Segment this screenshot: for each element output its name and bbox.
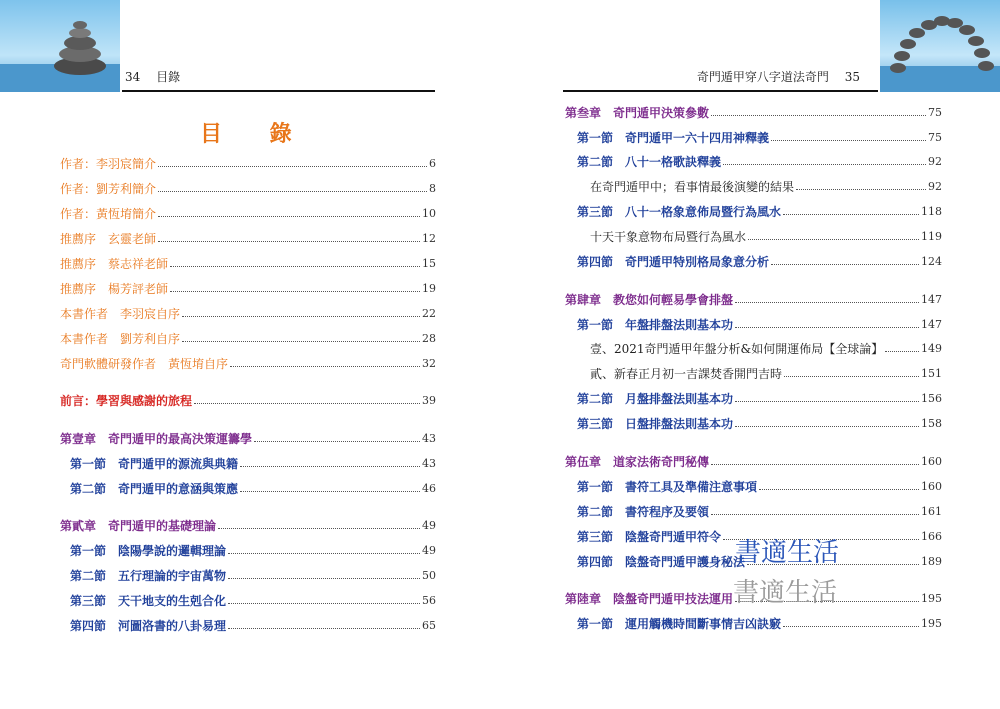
dot-leader <box>783 626 919 627</box>
toc-entry-page-number: 56 <box>422 593 436 607</box>
toc-entry <box>577 151 942 171</box>
toc-entry <box>577 314 942 334</box>
toc-entry <box>60 353 436 373</box>
toc-entry-label: 第伍章 道家法術奇門秘傳 <box>565 454 710 469</box>
toc-entry-label: 推薦序 蔡志祥老師 <box>60 256 169 271</box>
dot-leader <box>254 441 420 442</box>
toc-entry <box>70 540 436 560</box>
toc-entry-page-number: 43 <box>422 456 436 470</box>
toc-entry <box>565 289 942 309</box>
toc-entry <box>60 428 436 448</box>
toc-entry-page-number: 195 <box>921 616 942 630</box>
toc-entry-label: 作者：李羽宸簡介 <box>60 156 157 171</box>
toc-entry <box>60 390 436 410</box>
running-header-right <box>697 68 860 85</box>
toc-entry-label: 第四節 陰盤奇門遁甲護身秘法 <box>577 554 746 569</box>
dot-leader <box>182 316 420 317</box>
toc-entry-page-number: 32 <box>422 356 436 370</box>
dot-leader <box>158 216 420 217</box>
toc-entry-page-number: 195 <box>921 591 942 605</box>
toc-entry-label: 第陸章 陰盤奇門遁甲技法運用 <box>565 591 734 606</box>
toc-entry-label: 第二節 書符程序及要領 <box>577 504 710 519</box>
toc-entry <box>577 201 942 221</box>
running-section-title: 目錄 <box>156 70 181 84</box>
toc-entry-page-number: 92 <box>928 179 942 193</box>
toc-entry <box>70 590 436 610</box>
header-rule <box>122 90 435 92</box>
toc-entry-label: 第四節 奇門遁甲特別格局象意分析 <box>577 254 770 269</box>
dot-leader <box>240 491 420 492</box>
toc-entry <box>60 178 436 198</box>
toc-entry <box>590 176 942 196</box>
toc-entry-page-number: 119 <box>921 229 942 243</box>
dot-leader <box>228 553 420 554</box>
dot-leader <box>735 401 919 402</box>
toc-entry <box>70 453 436 473</box>
dot-leader <box>711 464 919 465</box>
toc-entry-page-number: 12 <box>422 231 436 245</box>
toc-entry-label: 奇門軟體研發作者 黃恆堉自序 <box>60 356 229 371</box>
toc-entry <box>577 413 942 433</box>
toc-entry-label: 第一節 陰陽學說的邏輯理論 <box>70 543 227 558</box>
toc-entry <box>577 476 942 496</box>
header-rule <box>563 90 878 92</box>
toc-entry-page-number: 118 <box>921 204 942 218</box>
toc-entry-label: 第二節 八十一格歌訣釋義 <box>577 154 722 169</box>
toc-entry-page-number: 65 <box>422 618 436 632</box>
dot-leader <box>240 466 420 467</box>
toc-entry-label: 第三節 日盤排盤法則基本功 <box>577 416 734 431</box>
stone-arch-image <box>880 0 1000 92</box>
dot-leader <box>711 514 919 515</box>
toc-entry-label: 第三節 天干地支的生剋合化 <box>70 593 227 608</box>
dot-leader <box>230 366 420 367</box>
dot-leader <box>158 166 427 167</box>
dot-leader <box>158 191 427 192</box>
toc-entry-page-number: 6 <box>429 156 436 170</box>
toc-entry-label: 前言：學習與感謝的旅程 <box>60 393 193 408</box>
toc-entry-page-number: 156 <box>921 391 942 405</box>
toc-entry-page-number: 189 <box>921 554 942 568</box>
toc-entry <box>70 478 436 498</box>
toc-entry-page-number: 160 <box>921 454 942 468</box>
running-book-title: 奇門遁甲穿八字道法奇門 <box>696 70 829 84</box>
toc-entry-label: 第二節 五行理論的宇宙萬物 <box>70 568 227 583</box>
toc-entry-page-number: 158 <box>921 416 942 430</box>
toc-entry <box>60 228 436 248</box>
dot-leader <box>170 291 420 292</box>
toc-entry-page-number: 161 <box>921 504 942 518</box>
toc-entry <box>70 565 436 585</box>
dot-leader <box>158 241 420 242</box>
toc-entry-label: 第三節 八十一格象意佈局暨行為風水 <box>577 204 782 219</box>
toc-entry <box>60 278 436 298</box>
toc-entry <box>577 388 942 408</box>
dot-leader <box>711 115 926 116</box>
toc-entry-page-number: 92 <box>928 154 942 168</box>
toc-entry-label: 壹、2021奇門遁甲年盤分析&如何開運佈局【全球論】 <box>590 341 884 356</box>
toc-entry-label: 第一節 奇門遁甲的源流與典籍 <box>70 456 239 471</box>
toc-entry-page-number: 46 <box>422 481 436 495</box>
dot-leader <box>228 578 420 579</box>
dot-leader <box>784 376 919 377</box>
dot-leader <box>783 214 919 215</box>
toc-entry-label: 在奇門遁甲中；看事情最後演變的結果 <box>590 179 795 194</box>
toc-entry-page-number: 39 <box>422 393 436 407</box>
toc-entry <box>577 251 942 271</box>
toc-entry <box>577 127 942 147</box>
dot-leader <box>796 189 926 190</box>
toc-entry-label: 本書作者 李羽宸自序 <box>60 306 181 321</box>
toc-entry-label: 第壹章 奇門遁甲的最高決策運籌學 <box>60 431 253 446</box>
toc-entry-page-number: 166 <box>921 529 942 543</box>
toc-entry-label: 作者：黃恆堉簡介 <box>60 206 157 221</box>
toc-entry <box>577 613 942 633</box>
toc-entry-page-number: 75 <box>928 105 942 119</box>
toc-entry <box>70 615 436 635</box>
dot-leader <box>218 528 420 529</box>
toc-entry-label: 第二節 月盤排盤法則基本功 <box>577 391 734 406</box>
toc-entry-label: 第一節 運用觸機時間斷事情吉凶訣竅 <box>577 616 782 631</box>
toc-entry <box>590 338 942 358</box>
toc-entry <box>590 363 942 383</box>
toc-entry <box>565 451 942 471</box>
toc-entry-page-number: 124 <box>921 254 942 268</box>
dot-leader <box>759 489 919 490</box>
toc-entry-page-number: 49 <box>422 518 436 532</box>
page-number: 35 <box>844 70 860 84</box>
dot-leader <box>885 351 919 352</box>
toc-entry-label: 第四節 河圖洛書的八卦易理 <box>70 618 227 633</box>
toc-entry-label: 第三節 陰盤奇門遁甲符令 <box>577 529 722 544</box>
toc-entry <box>60 303 436 323</box>
dot-leader <box>723 164 926 165</box>
toc-title: 目 錄 <box>200 121 312 147</box>
toc-entry-label: 推薦序 楊芳評老師 <box>60 281 169 296</box>
toc-entry <box>60 153 436 173</box>
watermark-text-gray: 書適生活 <box>733 578 838 608</box>
dot-leader <box>182 341 420 342</box>
toc-entry-page-number: 75 <box>928 130 942 144</box>
stacked-stones-image <box>0 0 120 92</box>
toc-entry <box>60 328 436 348</box>
dot-leader <box>771 140 926 141</box>
toc-entry-label: 第一節 書符工具及準備注意事項 <box>577 479 758 494</box>
toc-entry-label: 貳、新春正月初一吉課焚香開門吉時 <box>590 366 783 381</box>
dot-leader <box>735 327 919 328</box>
dot-leader <box>748 239 919 240</box>
toc-entry-label: 第二節 奇門遁甲的意涵與策應 <box>70 481 239 496</box>
running-header-left <box>125 68 180 85</box>
toc-entry-page-number: 15 <box>422 256 436 270</box>
toc-entry-page-number: 22 <box>422 306 436 320</box>
dot-leader <box>170 266 420 267</box>
toc-entry-page-number: 147 <box>921 292 942 306</box>
toc-entry-label: 第一節 年盤排盤法則基本功 <box>577 317 734 332</box>
toc-entry-label: 作者：劉芳利簡介 <box>60 181 157 196</box>
toc-entry-page-number: 149 <box>921 341 942 355</box>
toc-entry <box>60 203 436 223</box>
toc-entry-label: 第一節 奇門遁甲一六十四用神釋義 <box>577 130 770 145</box>
toc-entry-page-number: 8 <box>429 181 436 195</box>
toc-entry-page-number: 151 <box>921 366 942 380</box>
toc-entry-page-number: 49 <box>422 543 436 557</box>
toc-entry-page-number: 10 <box>422 206 436 220</box>
toc-entry-page-number: 147 <box>921 317 942 331</box>
dot-leader <box>735 426 919 427</box>
dot-leader <box>228 628 420 629</box>
toc-entry-label: 第肆章 教您如何輕易學會排盤 <box>565 292 734 307</box>
toc-entry <box>60 515 436 535</box>
toc-entry-label: 第叁章 奇門遁甲決策參數 <box>565 105 710 120</box>
toc-entry <box>577 501 942 521</box>
toc-entry-page-number: 19 <box>422 281 436 295</box>
toc-entry <box>60 253 436 273</box>
toc-entry-page-number: 28 <box>422 331 436 345</box>
dot-leader <box>771 264 919 265</box>
toc-entry-page-number: 160 <box>921 479 942 493</box>
toc-entry-page-number: 43 <box>422 431 436 445</box>
toc-entry <box>565 102 942 122</box>
page-number: 34 <box>125 70 141 84</box>
toc-entry <box>590 226 942 246</box>
dot-leader <box>735 302 919 303</box>
toc-entry-label: 推薦序 玄靈老師 <box>60 231 157 246</box>
toc-entry-label: 本書作者 劉芳利自序 <box>60 331 181 346</box>
dot-leader <box>228 603 420 604</box>
dot-leader <box>194 403 420 404</box>
watermark-text-blue: 書適生活 <box>735 538 840 568</box>
toc-entry-page-number: 50 <box>422 568 436 582</box>
toc-entry-label: 第貳章 奇門遁甲的基礎理論 <box>60 518 217 533</box>
toc-entry-label: 十天干象意物布局暨行為風水 <box>590 229 747 244</box>
